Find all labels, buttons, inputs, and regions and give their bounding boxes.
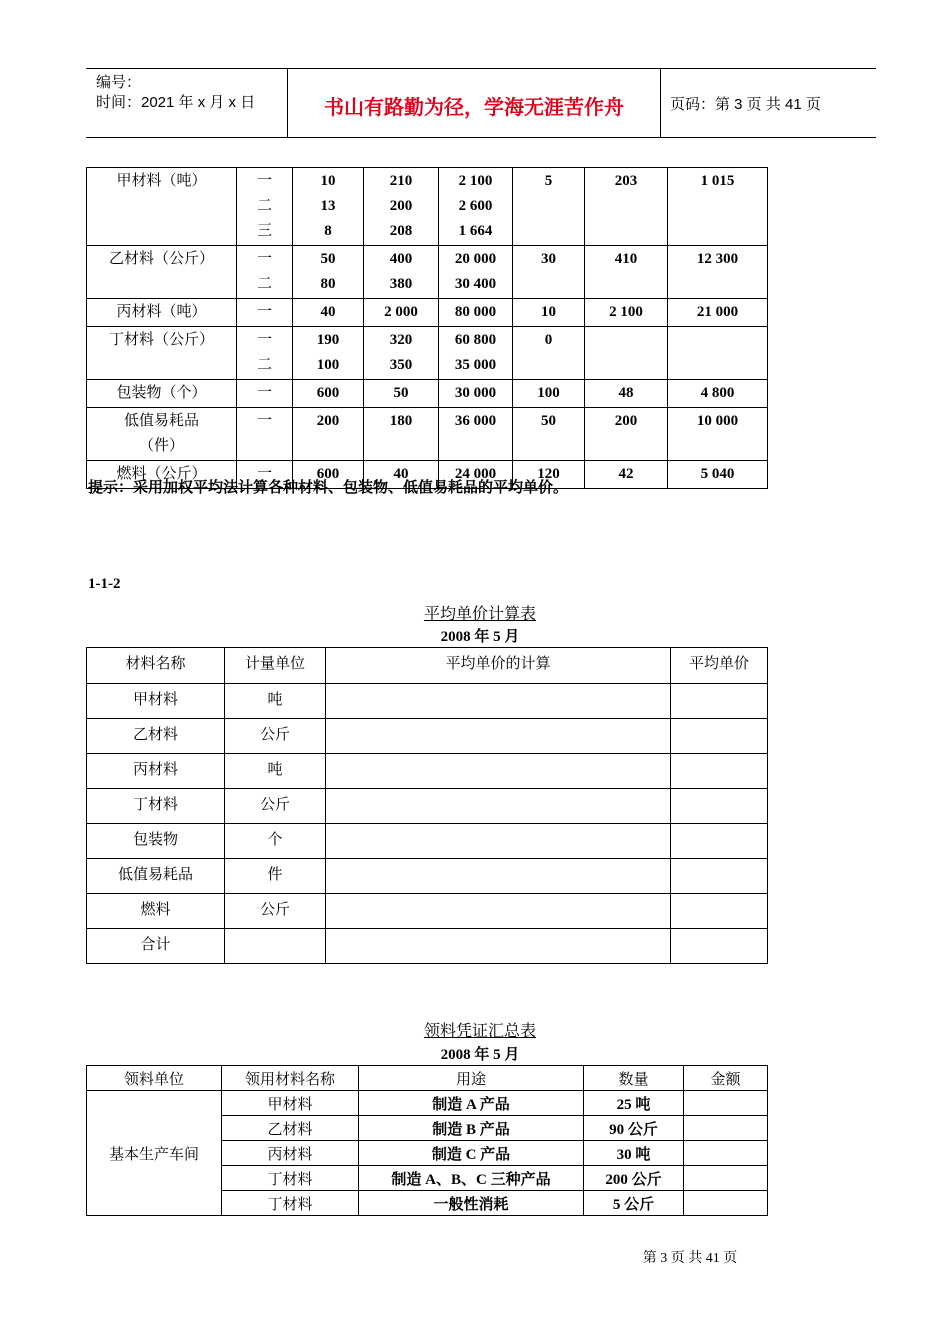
material-name-line: 燃料（公斤） [116, 466, 207, 482]
table-row [87, 789, 768, 824]
amount: 35 000 [454, 357, 497, 373]
value-cell: 21 000 [668, 299, 768, 327]
column-header: 计量单位 [225, 648, 326, 684]
table-row [87, 246, 768, 299]
period: 一 [256, 332, 272, 348]
material-name: 燃料 [87, 894, 225, 929]
amount-cell [439, 246, 513, 299]
value-cell: 12 300 [668, 246, 768, 299]
unit-of-measure: 公斤 [225, 894, 326, 929]
amount: 80 000 [454, 304, 497, 320]
unit-price: 180 [389, 413, 413, 429]
table-row [87, 380, 768, 408]
material-name-line: 低值易耗品 [123, 413, 199, 429]
unit-price: 50 [393, 385, 409, 401]
quantity: 100 [316, 357, 340, 373]
period-cell [237, 408, 293, 461]
price-cell [364, 168, 439, 246]
quantity-cell [293, 246, 364, 299]
quantity: 40 [320, 304, 336, 320]
avg-table-date: 2008 年 5 月 [440, 629, 520, 645]
section-id: 1-1-2 [88, 576, 121, 592]
period: 二 [256, 276, 272, 292]
header-page-number: 页码：第 3 页 共 41 页 [670, 96, 821, 113]
usage-cell: 制造 A、B、C 三种产品 [359, 1166, 584, 1191]
material-name [87, 380, 237, 408]
period-cell [237, 380, 293, 408]
calculation-cell[interactable] [326, 824, 671, 859]
table-row [87, 327, 768, 380]
column-header: 材料名称 [87, 648, 225, 684]
amount: 2 100 [458, 173, 493, 189]
material-name: 丁材料 [222, 1166, 359, 1191]
amount-cell [439, 380, 513, 408]
material-name [87, 246, 237, 299]
amount-cell[interactable] [684, 1166, 768, 1191]
amount: 36 000 [454, 413, 497, 429]
period: 一 [256, 173, 272, 189]
calculation-cell[interactable] [326, 894, 671, 929]
value-cell: 10 000 [668, 408, 768, 461]
average-price-cell[interactable] [671, 859, 768, 894]
unit-of-measure: 件 [225, 859, 326, 894]
value-cell: 10 [513, 299, 585, 327]
value-cell: 5 [513, 168, 585, 246]
value-cell: 100 [513, 380, 585, 408]
table-row [87, 1091, 768, 1116]
value-cell: 4 800 [668, 380, 768, 408]
value-cell: 410 [585, 246, 668, 299]
quantity-cell [293, 327, 364, 380]
unit-price: 2 000 [384, 304, 418, 320]
material-name: 丙材料 [87, 754, 225, 789]
avg-table-title: 平均单价计算表 [423, 606, 536, 623]
amount: 24 000 [454, 466, 497, 482]
price-cell [364, 299, 439, 327]
value-cell: 2 100 [585, 299, 668, 327]
material-name [87, 168, 237, 246]
value-cell: 200 [585, 408, 668, 461]
quantity-cell: 5 公斤 [584, 1191, 684, 1216]
unit-price: 400 [389, 251, 413, 267]
unit-of-measure: 公斤 [225, 789, 326, 824]
header-motto: 书山有路勤为径，学海无涯苦作舟 [324, 95, 624, 119]
amount: 30 000 [454, 385, 497, 401]
page-footer: 第 3 页 共 41 页 [642, 1251, 738, 1266]
average-price-cell[interactable] [671, 754, 768, 789]
average-price-cell[interactable] [671, 824, 768, 859]
material-name: 乙材料 [222, 1116, 359, 1141]
requisition-unit: 基本生产车间 [87, 1091, 222, 1216]
period: 三 [256, 223, 272, 239]
period: 一 [256, 385, 272, 401]
material-name: 包装物 [87, 824, 225, 859]
table-row [87, 859, 768, 894]
value-cell: 30 [513, 246, 585, 299]
table-header-row [87, 648, 768, 684]
req-table-date: 2008 年 5 月 [440, 1047, 520, 1063]
amount: 30 400 [454, 276, 497, 292]
amount: 60 800 [454, 332, 497, 348]
quantity-cell: 90 公斤 [584, 1116, 684, 1141]
price-cell [364, 408, 439, 461]
table-header-row [87, 1066, 768, 1091]
amount-cell [439, 408, 513, 461]
amount-cell[interactable] [684, 1116, 768, 1141]
price-cell [364, 327, 439, 380]
quantity-cell: 30 吨 [584, 1141, 684, 1166]
quantity: 190 [316, 332, 340, 348]
calculation-cell[interactable] [326, 684, 671, 719]
value-cell [668, 327, 768, 380]
unit-price: 200 [389, 198, 413, 214]
material-name: 乙材料 [87, 719, 225, 754]
calculation-cell[interactable] [326, 789, 671, 824]
calculation-cell[interactable] [326, 929, 671, 964]
amount-cell [439, 327, 513, 380]
unit-of-measure [225, 929, 326, 964]
usage-cell: 制造 B 产品 [359, 1116, 584, 1141]
calculation-cell[interactable] [326, 754, 671, 789]
value-cell: 42 [585, 461, 668, 489]
material-name: 甲材料 [87, 684, 225, 719]
period: 一 [256, 251, 272, 267]
period-cell [237, 246, 293, 299]
material-name: 丙材料 [222, 1141, 359, 1166]
column-header: 领用材料名称 [222, 1066, 359, 1091]
average-price-cell[interactable] [671, 684, 768, 719]
usage-cell: 制造 A 产品 [359, 1091, 584, 1116]
amount: 1 664 [458, 223, 493, 239]
document-time: 时间：2021 年 x 月 x 日 [96, 94, 256, 111]
table-row [87, 168, 768, 246]
materials-table [86, 167, 768, 489]
period-cell [237, 327, 293, 380]
quantity: 13 [320, 198, 336, 214]
value-cell: 1 015 [668, 168, 768, 246]
table-row [87, 894, 768, 929]
unit-price: 320 [389, 332, 413, 348]
column-header: 用途 [359, 1066, 584, 1091]
material-name: 低值易耗品 [87, 859, 225, 894]
amount: 20 000 [454, 251, 497, 267]
period: 一 [256, 413, 272, 429]
table-row [87, 299, 768, 327]
unit-of-measure: 公斤 [225, 719, 326, 754]
period: 一 [256, 466, 272, 482]
material-name-line: 乙材料（公斤） [108, 251, 214, 267]
quantity-cell [293, 408, 364, 461]
average-price-cell[interactable] [671, 894, 768, 929]
average-price-cell[interactable] [671, 789, 768, 824]
unit-of-measure: 个 [225, 824, 326, 859]
value-cell [585, 327, 668, 380]
quantity-cell [293, 380, 364, 408]
header-meta [96, 73, 255, 113]
material-name-line: 甲材料（吨） [116, 173, 207, 189]
material-name-line: 丙材料（吨） [116, 304, 207, 320]
usage-cell: 制造 C 产品 [359, 1141, 584, 1166]
material-name [87, 299, 237, 327]
period: 一 [256, 304, 272, 320]
quantity: 50 [320, 251, 336, 267]
table-row [87, 824, 768, 859]
quantity-cell: 200 公斤 [584, 1166, 684, 1191]
period-cell [237, 168, 293, 246]
column-header: 平均单价 [671, 648, 768, 684]
column-header: 数量 [584, 1066, 684, 1091]
page-header [86, 68, 876, 138]
quantity: 600 [316, 385, 340, 401]
amount-cell[interactable] [684, 1091, 768, 1116]
unit-price: 208 [389, 223, 413, 239]
calculation-cell[interactable] [326, 859, 671, 894]
value-cell: 48 [585, 380, 668, 408]
amount: 2 600 [458, 198, 493, 214]
material-name [87, 327, 237, 380]
value-cell: 50 [513, 408, 585, 461]
value-cell: 120 [513, 461, 585, 489]
table-row [87, 929, 768, 964]
table-row [87, 719, 768, 754]
period: 二 [256, 198, 272, 214]
amount-cell [439, 299, 513, 327]
material-name-line: （件） [138, 438, 184, 454]
amount-cell [439, 168, 513, 246]
quantity: 10 [320, 173, 336, 189]
requisition-summary-table [86, 1065, 768, 1216]
value-cell: 203 [585, 168, 668, 246]
material-name: 合计 [87, 929, 225, 964]
column-header: 金额 [684, 1066, 768, 1091]
column-header: 平均单价的计算 [326, 648, 671, 684]
average-price-table [86, 647, 768, 964]
material-name: 甲材料 [222, 1091, 359, 1116]
value-cell: 0 [513, 327, 585, 380]
usage-cell: 一般性消耗 [359, 1191, 584, 1216]
column-header: 领料单位 [87, 1066, 222, 1091]
table-row [87, 408, 768, 461]
period-cell [237, 299, 293, 327]
unit-of-measure: 吨 [225, 754, 326, 789]
unit-price: 380 [389, 276, 413, 292]
material-name-line: 包装物（个） [116, 385, 207, 401]
value-cell: 5 040 [668, 461, 768, 489]
price-cell [364, 246, 439, 299]
quantity: 200 [316, 413, 340, 429]
unit-price: 40 [393, 466, 409, 482]
average-price-cell[interactable] [671, 719, 768, 754]
quantity-cell [293, 168, 364, 246]
document-number: 编号： [96, 74, 142, 91]
quantity-cell [293, 299, 364, 327]
quantity: 80 [320, 276, 336, 292]
material-name: 丁材料 [222, 1191, 359, 1216]
average-price-cell[interactable] [671, 929, 768, 964]
amount-cell[interactable] [684, 1141, 768, 1166]
period: 二 [256, 357, 272, 373]
material-name: 丁材料 [87, 789, 225, 824]
table-row [87, 684, 768, 719]
material-name-line: 丁材料（公斤） [108, 332, 214, 348]
quantity-cell: 25 吨 [584, 1091, 684, 1116]
quantity: 600 [316, 466, 340, 482]
calculation-cell[interactable] [326, 719, 671, 754]
req-table-title: 领料凭证汇总表 [423, 1023, 536, 1040]
material-name [87, 408, 237, 461]
calculation-hint: 提示：采用加权平均法计算各种材料、包装物、低值易耗品的平均单价。 [88, 480, 569, 496]
table-row [87, 754, 768, 789]
unit-of-measure: 吨 [225, 684, 326, 719]
amount-cell[interactable] [684, 1191, 768, 1216]
price-cell [364, 380, 439, 408]
unit-price: 210 [389, 173, 413, 189]
header-divider [660, 69, 661, 137]
quantity: 8 [324, 223, 332, 239]
unit-price: 350 [389, 357, 413, 373]
